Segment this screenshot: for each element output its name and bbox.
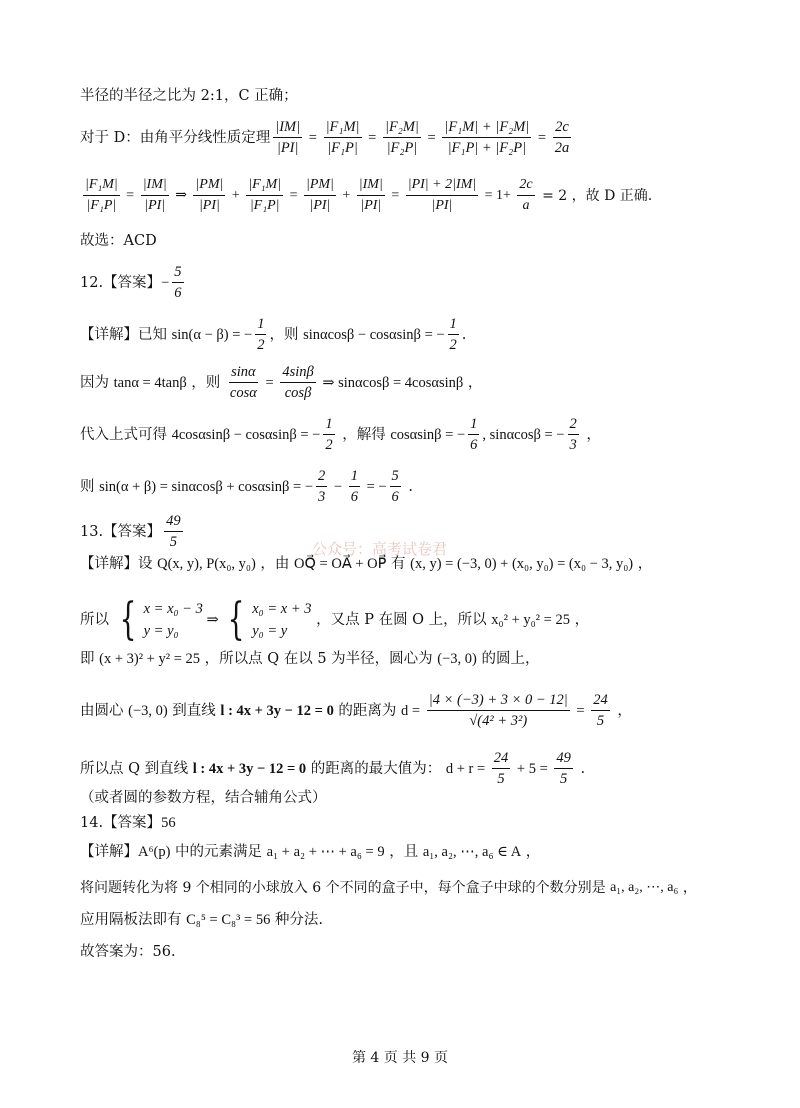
fraction: $\frac{2}{3}$ <box>318 468 326 505</box>
line-end: ， <box>463 374 483 391</box>
line-text: 到直线 <box>167 702 221 719</box>
fraction: $\frac{2c}{2a}$ <box>554 119 570 156</box>
line-end: ， <box>612 702 632 719</box>
answer-heading: 13.【答案】 <box>80 523 162 540</box>
detail-line-q12-1 <box>80 315 760 354</box>
line-text: 半径的半径之比为 2:1，C 正确； <box>80 88 298 104</box>
fraction: $\frac{4\sin\beta}{\cos\beta}$ <box>282 364 314 401</box>
line-equation: l : 4x + 3y − 12 = 0 <box>192 760 307 777</box>
fraction: $\frac{\text{|F₁M|}}{\text{|F₁P|}}$ <box>248 177 282 213</box>
line-text: （或者圆的参数方程，结合辅角公式） <box>80 790 327 806</box>
fraction: $\frac{\text{|F₁M|}}{\text{|F₁P|}}$ <box>85 177 118 213</box>
line-text: 的距离的最大值为： <box>306 760 446 777</box>
math-expr: sin(α − β) = − <box>171 326 253 343</box>
fraction: $\frac{|PM|}{|PI|}$ <box>305 177 334 213</box>
line-text: ，则 <box>269 326 304 343</box>
distance-fraction: $\frac{|4 \times (-3) + 3 \times 0 - 12|}{\text{√(4² + 3²)}}$ <box>428 692 568 729</box>
math-expr: sinαcosβ − cosαsinβ = − <box>303 326 445 343</box>
fraction: $\frac{|PM|}{|PI|}$ <box>195 177 224 213</box>
watermark: 公众号：高考试卷君 <box>312 540 448 558</box>
line-text: ，解得 <box>337 426 391 443</box>
line-prefix: 所以 <box>80 612 114 628</box>
fraction: $\frac{1}{2}$ <box>449 316 457 353</box>
detail-line-q13-4 <box>80 691 760 730</box>
math-expr: d = <box>401 702 424 719</box>
detail-line-q12-3 <box>80 415 760 454</box>
detail-line-q13-3 <box>80 648 760 670</box>
answer-heading: 14.【答案】 <box>80 815 162 831</box>
fraction: $\frac{|IM|}{|PI|}$ <box>358 177 383 213</box>
line-end: . <box>461 326 467 343</box>
equation-line-d-bisector <box>80 118 760 157</box>
fraction: $\frac{49}{5}$ <box>556 750 571 787</box>
detail-line-q14-1 <box>80 841 760 863</box>
math-expr: ⇒ sinαcosβ = 4cosαsinβ <box>318 374 464 391</box>
implies-sign: ⇒ <box>171 187 191 203</box>
line-end: . <box>403 478 414 495</box>
left-brace: { <box>227 594 245 645</box>
line-end: 种分法. <box>270 912 324 928</box>
fraction: $\frac{1}{6}$ <box>470 416 478 453</box>
fraction: $\frac{1}{2}$ <box>325 416 333 453</box>
fraction: $\frac{2}{3}$ <box>569 416 577 453</box>
line-end: ， <box>678 880 697 896</box>
line-equation: l : 4x + 3y − 12 = 0 <box>220 702 334 719</box>
line-prefix: 【详解】 <box>80 844 138 860</box>
line-text: ，由 <box>255 556 295 572</box>
page-footer: 第 4 页 共 9 页 <box>351 1050 449 1066</box>
fraction: $\frac{1}{2}$ <box>257 316 265 353</box>
line-text: 有 <box>386 556 411 572</box>
text-line-q13-note <box>80 787 760 809</box>
math-expr: + 5 = <box>513 760 552 777</box>
line-end: . <box>575 760 586 777</box>
fraction: $\frac{49}{5}$ <box>166 513 181 550</box>
math-expr: cosαsinβ = − <box>390 426 466 443</box>
math-expr: sin(α + β) = sinαcosβ + cosαsinβ = − <box>99 478 313 495</box>
fraction: $\frac{\text{|F₂M|}}{\text{|F₂P|}}$ <box>384 119 419 156</box>
equals-sign: = <box>364 129 380 146</box>
line-prefix: 【详解】设 <box>80 556 158 572</box>
line-prefix: 即 <box>80 651 100 667</box>
line-text: ，则 <box>186 374 225 391</box>
equation-system: { x₀ = x + 3 y₀ = y <box>227 594 312 645</box>
line-text: 故答案为：56. <box>80 944 176 960</box>
line-prefix: 将问题转化为将 9 个相同的小球放入 6 个不同的盒子中，每个盒子中球的个数分别是 <box>80 880 611 896</box>
math-expr: − <box>330 478 346 495</box>
answer-line-q12 <box>80 263 760 302</box>
vector-expr: OQ⃗ = OA⃗ + OP⃗ <box>294 556 387 572</box>
math-expr: = − <box>362 478 387 495</box>
line-tail: = 2 ，故 D 正确. <box>537 187 653 204</box>
math-expr: C₈⁵ = C₈³ = 56 <box>186 912 271 928</box>
detail-line-q14-3 <box>80 909 760 931</box>
math-expr: 4cosαsinβ − cosαsinβ = − <box>171 426 321 443</box>
line-end: ， <box>581 426 601 443</box>
minus-sign: − <box>161 274 170 291</box>
equals-sign: = <box>534 129 550 146</box>
fraction: $\frac{|IM|}{|PI|}$ <box>275 119 301 156</box>
answer-heading: 12.【答案】 <box>80 274 162 291</box>
text-line-c-correct <box>80 85 760 107</box>
equals-sign: = <box>387 187 403 203</box>
fraction: $\frac{\sin\alpha}{\cos\alpha}$ <box>229 364 257 401</box>
one-plus: = 1+ <box>481 187 515 203</box>
line-prefix: 对于 D：由角平分线性质定理 <box>80 129 271 146</box>
plus-sign: + <box>338 187 354 203</box>
math-expr: (x, y) = (−3, 0) + (x₀, y₀) = (x₀ − 3, y₀) <box>410 556 634 572</box>
line-prefix: 【详解】已知 <box>80 326 172 343</box>
fraction: $\frac{2c}{a}$ <box>519 177 533 213</box>
fraction: $\frac{|PI| + 2|IM|}{|PI|}$ <box>407 177 477 213</box>
math-expr: a₁ + a₂ + ⋯ + a₆ = 9 <box>266 844 385 860</box>
line-end: ， <box>569 612 590 628</box>
line-end: ， <box>633 556 653 572</box>
fraction: $\frac{\text{|F₁M|}}{\text{|F₁P|}}$ <box>325 119 360 156</box>
detail-line-q14-4 <box>80 941 760 963</box>
math-expr: (x + 3)² + y² = 25 <box>99 651 200 667</box>
line-prefix: 代入上式可得 <box>80 426 172 443</box>
equals-sign: = <box>305 129 321 146</box>
line-text: ，且 <box>384 844 423 860</box>
line-prefix: 所以点 Q 到直线 <box>80 760 193 777</box>
line-text: 的距离为 <box>333 702 402 719</box>
fraction: $\frac{5}{6}$ <box>174 264 182 301</box>
detail-line-q13-2 <box>80 594 760 645</box>
detail-line-q14-2 <box>80 877 760 899</box>
detail-line-q12-2 <box>80 363 760 402</box>
equals-sign: = <box>572 702 589 719</box>
math-expr: (−3, 0) <box>128 702 168 719</box>
line-text: ，又点 P 在圆 O 上，所以 <box>311 612 492 628</box>
answer-line-q14 <box>80 812 760 834</box>
line-prefix: 则 <box>80 478 100 495</box>
math-expr: , sinαcosβ = − <box>482 426 565 443</box>
fraction: $\frac{5}{6}$ <box>391 468 399 505</box>
text-line-choice <box>80 230 760 252</box>
line-prefix: 由圆心 <box>80 702 129 719</box>
fraction: $\frac{\text{|F₁M| + |F₂M|}}{\text{|F₁P| + |F₂P|}}$ <box>444 119 530 156</box>
line-text: ，所以点 Q 在以 5 为半径，圆心为 <box>200 651 438 667</box>
detail-line-q13-5 <box>80 749 760 788</box>
equals-sign: = <box>261 374 278 391</box>
line-prefix: 因为 <box>80 374 114 391</box>
equals-sign: = <box>423 129 440 146</box>
math-expr: a₁, a₂, ⋯, a₆ <box>610 880 679 895</box>
fraction: $\frac{24}{5}$ <box>493 750 509 787</box>
line-end: ， <box>521 844 541 860</box>
line-end: 的圆上， <box>476 651 540 667</box>
math-expr: (−3, 0) <box>437 651 477 667</box>
equals-sign: = <box>122 187 138 203</box>
math-expr: x₀² + y₀² = 25 <box>491 612 570 628</box>
detail-line-q12-4 <box>80 467 760 506</box>
equation-line-d-derivation <box>80 176 760 215</box>
fraction: $\frac{1}{6}$ <box>350 468 358 505</box>
left-brace: { <box>119 594 137 645</box>
math-expr: tanα = 4tanβ <box>113 374 187 391</box>
equals-sign: = <box>286 187 301 203</box>
line-text: 故选：ACD <box>80 233 157 249</box>
detail-line-q13-1 <box>80 553 760 575</box>
line-text: 中的元素满足 <box>170 844 267 860</box>
answer-value: 56 <box>161 815 176 831</box>
fraction: $\frac{24}{5}$ <box>593 692 608 729</box>
plus-sign: + <box>228 187 244 203</box>
math-expr: Q(x, y), P(x₀, y₀) <box>157 556 256 572</box>
implies-sign: ⇒ <box>202 612 223 628</box>
math-expr: A⁶(p) <box>138 844 171 860</box>
line-prefix: 应用隔板法即有 <box>80 912 187 928</box>
math-expr: a₁, a₂, ⋯, a₆ ∈ A <box>422 844 522 860</box>
math-expr: d + r = <box>445 760 489 777</box>
equation-system: { x = x₀ − 3 y = y₀ <box>119 594 203 645</box>
fraction: $\frac{|IM|}{|PI|}$ <box>142 177 167 213</box>
